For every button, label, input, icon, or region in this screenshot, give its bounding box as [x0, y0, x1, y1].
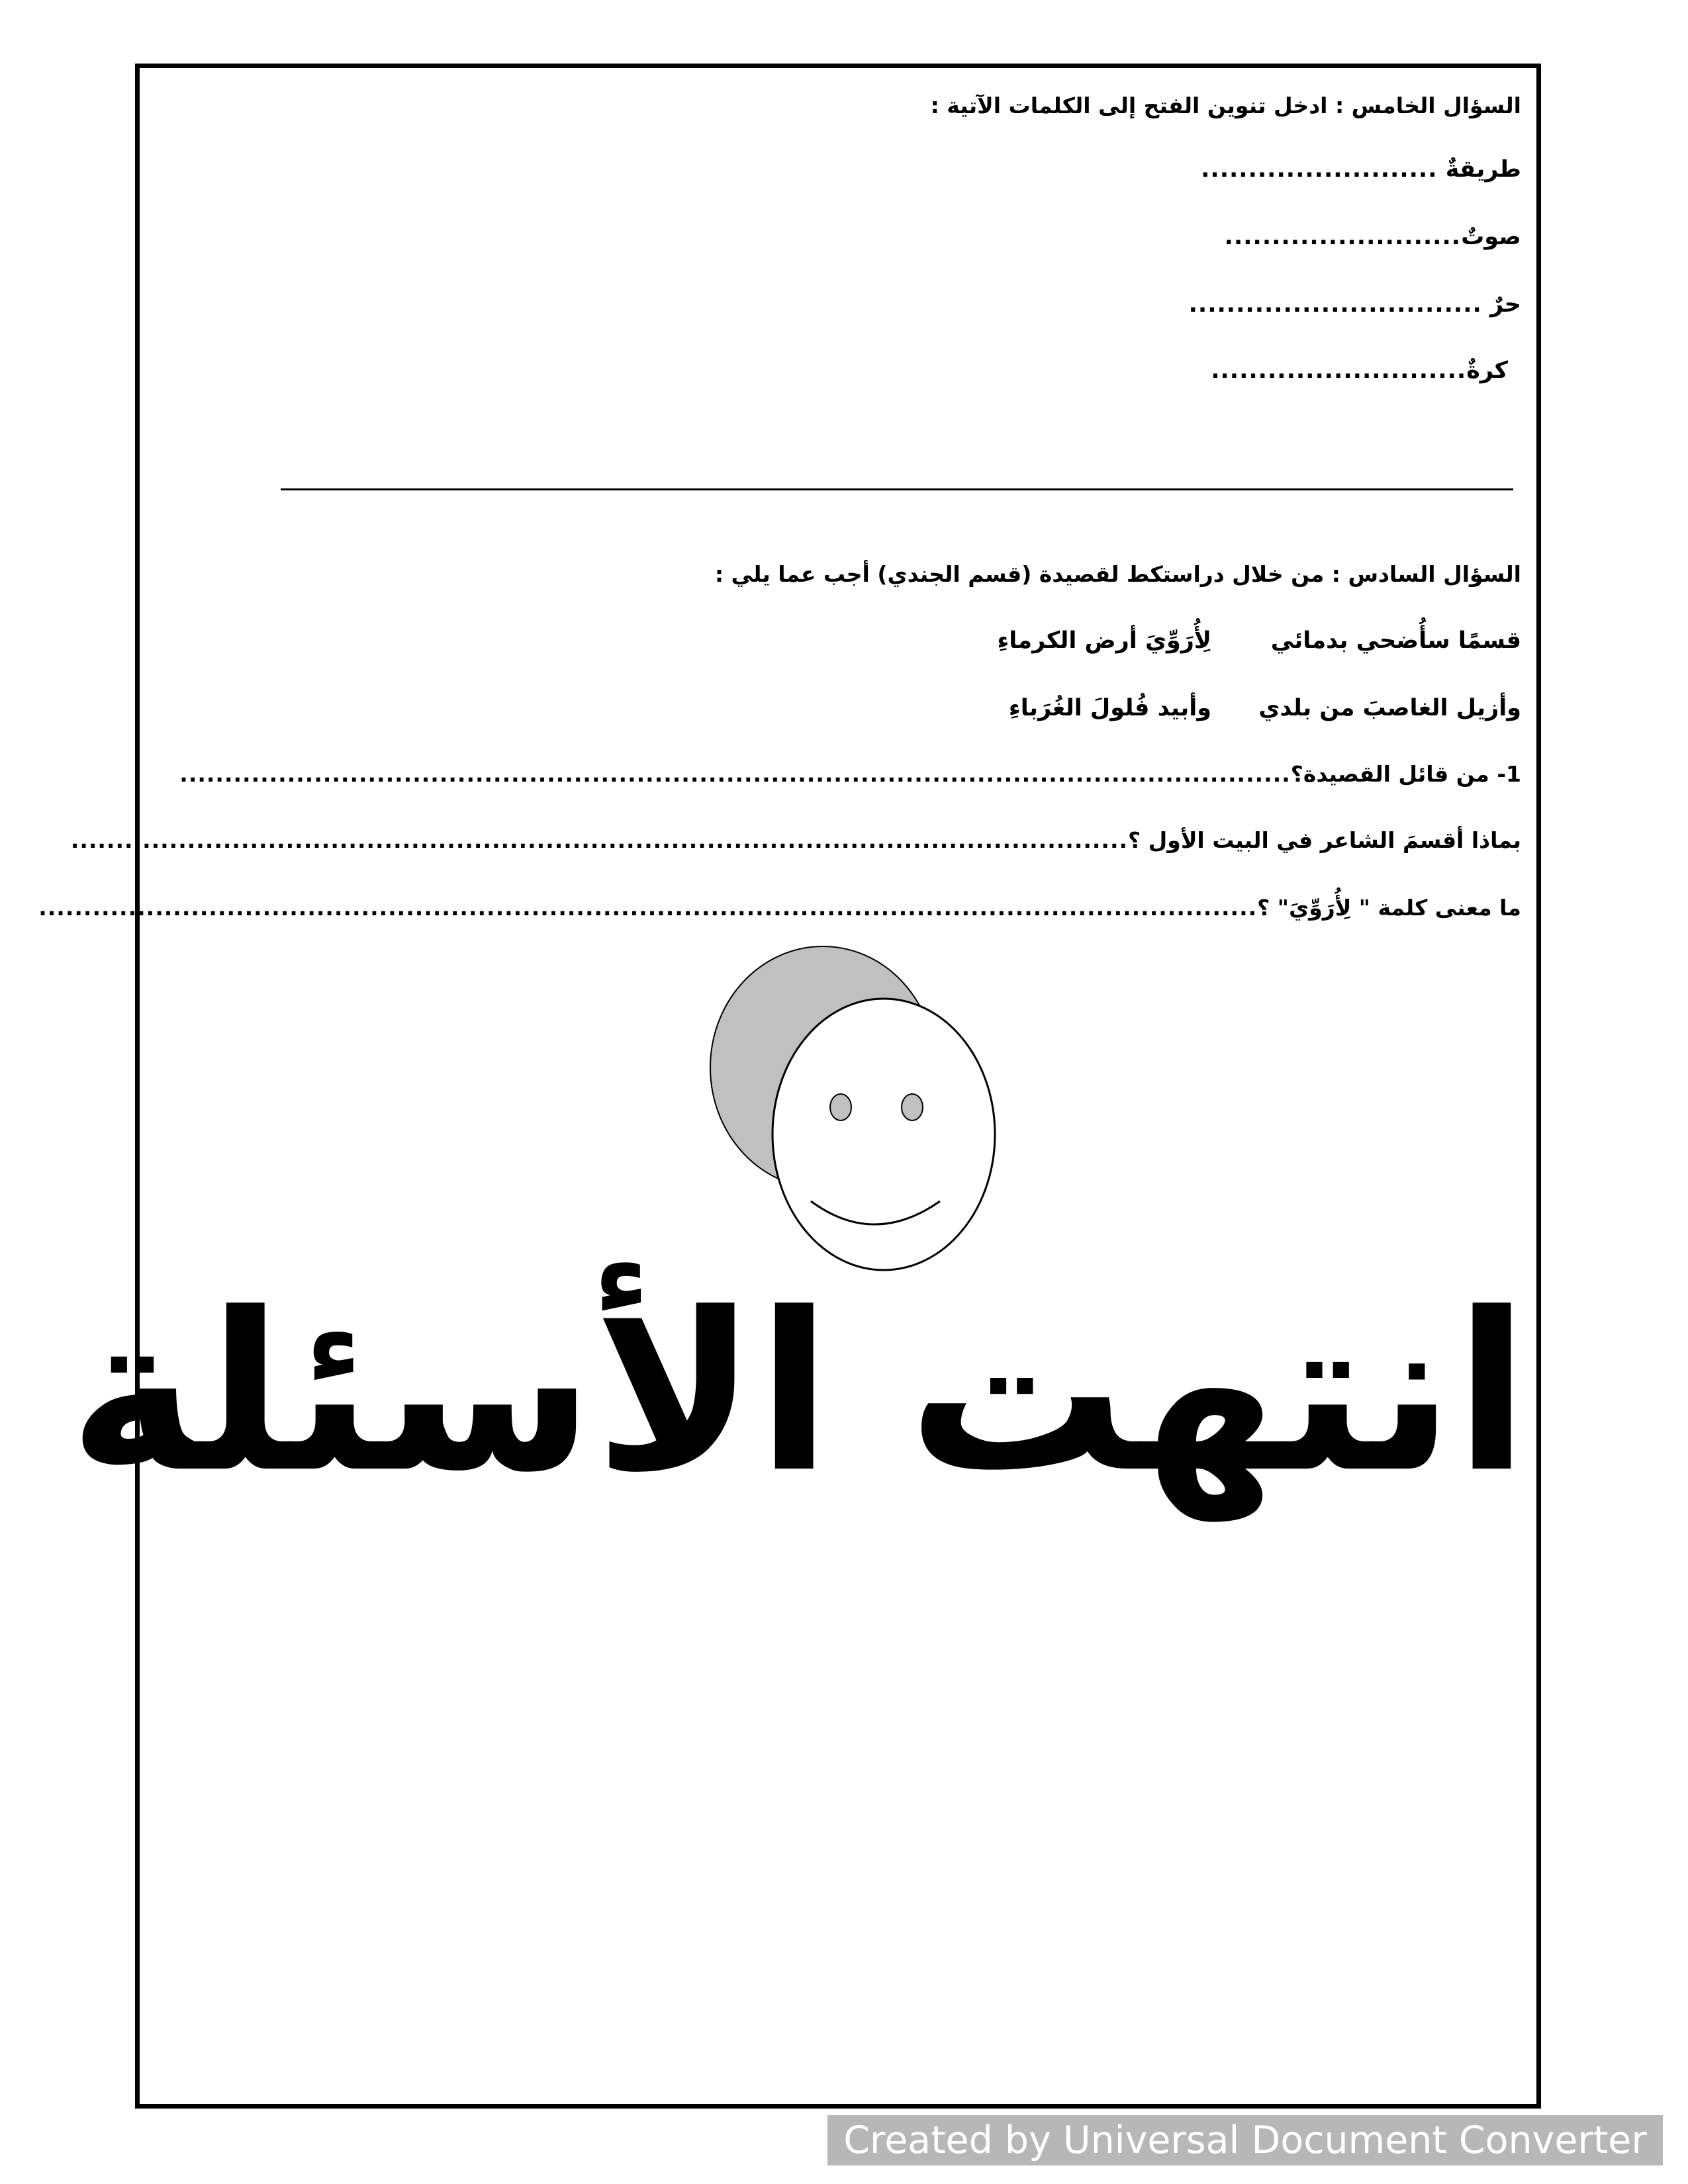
subquestion: [179, 761, 1521, 787]
question5-title: السؤال الخامس : ادخل تنوين الفتح إلى الكلمات الآتية :: [930, 93, 1521, 118]
question5-item: [1225, 224, 1521, 250]
answer-blank: .........................: [1224, 224, 1462, 250]
poem-verse: [859, 627, 1521, 660]
left-eye: [830, 1094, 851, 1120]
verse-second-hemistich: وأبيد فُلولَ الغُرَباءِ: [1008, 695, 1211, 721]
answer-blank: ...........................: [1211, 357, 1467, 384]
question5-item: [1189, 291, 1521, 318]
question5-word: طريقةٌ: [1445, 156, 1521, 183]
verse-second-hemistich: لِأُرَوِّيَ أرض الكرماءِ: [997, 627, 1211, 654]
verse-first-hemistich: قسمًا سأُضحي بدمائي: [1270, 627, 1521, 654]
subquestion-text: بماذا أقسمَ الشاعر في البيت الأول ؟: [1128, 827, 1521, 853]
question5-item: [1211, 357, 1508, 384]
section-divider: [281, 488, 1513, 490]
subquestion-text: ما معنى كلمة " لِأُرَوِّيَ" ؟: [1257, 895, 1521, 921]
question5-word: حرٌ: [1490, 291, 1521, 318]
poem-verse: [859, 695, 1521, 728]
question5-word: كرةٌ: [1466, 357, 1508, 384]
smiley-face-icon: [682, 936, 1013, 1281]
converter-watermark: Created by Universal Document Converter: [827, 2115, 1663, 2165]
subquestion-text: 1- من قائل القصيدة؟: [1290, 761, 1521, 787]
right-eye: [902, 1094, 923, 1120]
answer-blank: ......................................................................................................................: [70, 827, 1129, 853]
end-of-questions-banner: انتهت الأسئلة: [68, 1266, 1529, 1520]
answer-blank: ........................................................................................................................................: [38, 895, 1258, 921]
verse-first-hemistich: وأزيل الغاصبَ من بلدي: [1258, 695, 1521, 721]
subquestion: [38, 895, 1521, 921]
answer-blank: .........................: [1201, 156, 1438, 183]
subquestion: [71, 827, 1521, 853]
answer-blank: ...............................: [1188, 291, 1482, 318]
answer-blank: ............................................................................................................................: [179, 761, 1291, 787]
question5-item: [1201, 156, 1521, 183]
question6-title: السؤال السادس : من خلال دراستكط لقصيدة (قسم الجندي) أجب عما يلي :: [714, 561, 1521, 587]
question5-word: صوتٌ: [1461, 224, 1521, 250]
face-circle: [773, 999, 995, 1270]
